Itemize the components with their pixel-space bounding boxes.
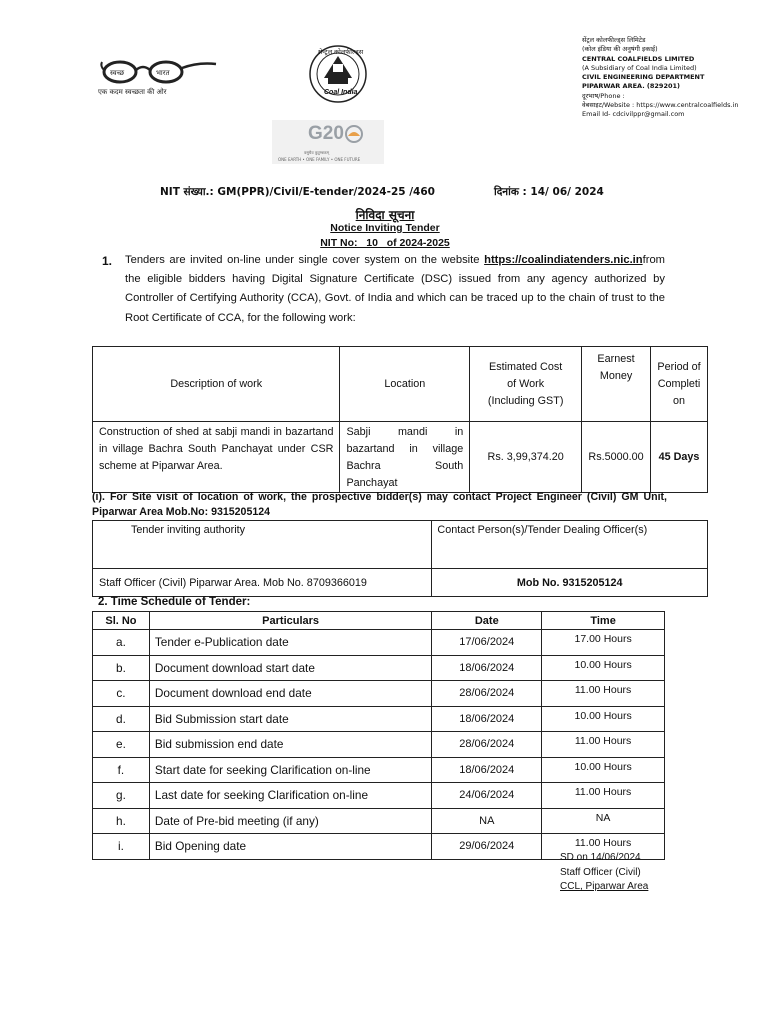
schedule-time: NA bbox=[542, 808, 665, 834]
ccl-seal-logo bbox=[306, 44, 370, 104]
schedule-particular: Bid Submission start date bbox=[149, 706, 431, 732]
work-table-header bbox=[93, 347, 708, 422]
site-visit-note: (i). For Site visit of location of work, the prospective bidder(s) may contact Project Engineer (Civil) GM Unit, Piparwar Area Mob.No: 9315205124 bbox=[92, 491, 667, 518]
schedule-date: NA bbox=[432, 808, 542, 834]
contact-header-row bbox=[93, 521, 708, 569]
schedule-particular: Bid Opening date bbox=[149, 834, 431, 860]
schedule-date: 18/06/2024 bbox=[432, 757, 542, 783]
company-line: सेंट्रल कोलफील्ड्स लिमिटेड bbox=[582, 36, 646, 44]
para-number: 1. bbox=[102, 254, 113, 268]
signature-line3: CCL, Piparwar Area bbox=[560, 881, 649, 892]
swachh-caption: एक कदम स्वच्छता की ओर bbox=[98, 88, 167, 96]
schedule-sl: f. bbox=[93, 757, 150, 783]
schedule-time: 17.00 Hours bbox=[542, 630, 665, 656]
header-period: Period of Completi on bbox=[651, 347, 708, 422]
schedule-row bbox=[93, 757, 665, 783]
schedule-date: 18/06/2024 bbox=[432, 655, 542, 681]
g20-word: G20 bbox=[308, 123, 344, 144]
schedule-time: 10.00 Hours bbox=[542, 655, 665, 681]
work-description: Construction of shed at sabji mandi in bazartand in village Bachra South Panchayat under CSR scheme at Piparwar Area. bbox=[93, 422, 340, 493]
schedule-table bbox=[92, 611, 665, 860]
company-line: दूरभाष/Phone : bbox=[582, 91, 625, 100]
company-line: CENTRAL COALFIELDS LIMITED bbox=[582, 54, 695, 63]
signature-line1: SD on 14/06/2024 bbox=[560, 852, 641, 863]
schedule-row bbox=[93, 630, 665, 656]
seal-top-text: सेन्ट्रल कोलफील्ड्स bbox=[318, 48, 364, 56]
schedule-row bbox=[93, 732, 665, 758]
work-period: 45 Days bbox=[651, 422, 708, 493]
schedule-row bbox=[93, 655, 665, 681]
schedule-particular: Date of Pre-bid meeting (if any) bbox=[149, 808, 431, 834]
schedule-time: 11.00 Hours bbox=[542, 732, 665, 758]
schedule-particular: Document download end date bbox=[149, 681, 431, 707]
schedule-time: 11.00 Hours bbox=[542, 834, 665, 860]
svg-text:स्वच्छ: स्वच्छ bbox=[110, 69, 125, 77]
schedule-header-date: Date bbox=[432, 612, 542, 630]
contact-col1-value: Staff Officer (Civil) Piparwar Area. Mob No. 8709366019 bbox=[93, 569, 432, 597]
tender-website-link[interactable]: https://coalindiatenders.nic.in bbox=[484, 254, 643, 266]
schedule-particular: Start date for seeking Clarification on-line bbox=[149, 757, 431, 783]
schedule-heading: 2. Time Schedule of Tender: bbox=[98, 596, 251, 608]
schedule-date: 29/06/2024 bbox=[432, 834, 542, 860]
spectacles-icon bbox=[98, 58, 223, 88]
schedule-sl: h. bbox=[93, 808, 150, 834]
schedule-date: 17/06/2024 bbox=[432, 630, 542, 656]
work-table-row bbox=[93, 422, 708, 493]
company-line: (A Subsidiary of Coal India Limited) bbox=[582, 63, 697, 72]
schedule-time: 10.00 Hours bbox=[542, 757, 665, 783]
contact-col2-header: Contact Person(s)/Tender Dealing Officer(s) bbox=[432, 521, 708, 569]
header-cost: Estimated Cost of Work (Including GST) bbox=[470, 347, 582, 422]
para-text-after: from the eligible bidders having Digital Signature Certificate (DSC) issued from any agency authorized by Controller of Certifying Authority (CCA), Govt. of India and which can be traced up to the chain of trust to the Root Certificate of CCA, for the following work: bbox=[125, 254, 665, 324]
company-line: CIVIL ENGINEERING DEPARTMENT bbox=[582, 73, 705, 82]
schedule-sl: g. bbox=[93, 783, 150, 809]
schedule-row bbox=[93, 706, 665, 732]
company-line: PIPARWAR AREA. (829201) bbox=[582, 82, 680, 91]
schedule-sl: i. bbox=[93, 834, 150, 860]
schedule-time: 10.00 Hours bbox=[542, 706, 665, 732]
schedule-row bbox=[93, 808, 665, 834]
work-table bbox=[92, 346, 708, 493]
schedule-header-row bbox=[93, 612, 665, 630]
header-earnest: Earnest Money bbox=[582, 347, 651, 422]
nit-number: NIT संख्या.: GM(PPR)/Civil/E-tender/2024-25 /460 bbox=[160, 186, 435, 198]
title-nit-no: NIT No: 10 of 2024-2025 bbox=[320, 237, 450, 249]
g20-logo bbox=[272, 120, 384, 164]
svg-text:भारत: भारत bbox=[156, 69, 170, 77]
seal-bottom-text: Coal India bbox=[324, 89, 358, 96]
schedule-date: 28/06/2024 bbox=[432, 681, 542, 707]
schedule-header-particulars: Particulars bbox=[149, 612, 431, 630]
signature-block bbox=[560, 851, 648, 895]
schedule-time: 11.00 Hours bbox=[542, 783, 665, 809]
schedule-sl: b. bbox=[93, 655, 150, 681]
company-line: (कोल इंडिया की अनुषंगी इकाई) bbox=[582, 45, 658, 54]
work-location: Sabji mandi in bazartand in village Bachra South Panchayat bbox=[340, 422, 470, 493]
title-english: Notice Inviting Tender bbox=[330, 222, 440, 234]
schedule-sl: a. bbox=[93, 630, 150, 656]
schedule-row bbox=[93, 681, 665, 707]
para-text-before: Tenders are invited on-line under single cover system on the website bbox=[125, 254, 485, 266]
contact-col2-value: Mob No. 9315205124 bbox=[432, 569, 708, 597]
work-cost: Rs. 3,99,374.20 bbox=[470, 422, 582, 493]
schedule-date: 18/06/2024 bbox=[432, 706, 542, 732]
contact-col1-header: Tender inviting authority bbox=[93, 521, 432, 569]
lotus-globe-icon bbox=[344, 124, 364, 144]
g20-tagline: ONE EARTH • ONE FAMILY • ONE FUTURE bbox=[278, 157, 361, 162]
title-hindi: निविदा सूचना bbox=[355, 208, 415, 222]
signature-line2: Staff Officer (Civil) bbox=[560, 866, 641, 878]
schedule-sl: e. bbox=[93, 732, 150, 758]
contact-table bbox=[92, 520, 708, 597]
header-description: Description of work bbox=[93, 347, 340, 422]
company-line: Email Id- cdcivilppr@gmail.com bbox=[582, 110, 685, 119]
para-intro bbox=[125, 251, 665, 328]
schedule-header-sl: Sl. No bbox=[93, 612, 150, 630]
schedule-particular: Document download start date bbox=[149, 655, 431, 681]
schedule-date: 24/06/2024 bbox=[432, 783, 542, 809]
schedule-particular: Bid submission end date bbox=[149, 732, 431, 758]
schedule-sl: c. bbox=[93, 681, 150, 707]
header-location: Location bbox=[340, 347, 470, 422]
g20-hindi: वसुधैव कुटुम्बकम् bbox=[304, 150, 330, 155]
schedule-particular: Tender e-Publication date bbox=[149, 630, 431, 656]
schedule-row bbox=[93, 783, 665, 809]
schedule-sl: d. bbox=[93, 706, 150, 732]
company-line: वेबसाइट/Website : https://www.centralcoalfields.in bbox=[582, 101, 739, 110]
swachh-bharat-logo bbox=[98, 58, 223, 100]
nit-date: दिनांक : 14/ 06/ 2024 bbox=[494, 186, 604, 198]
schedule-particular: Last date for seeking Clarification on-line bbox=[149, 783, 431, 809]
schedule-time: 11.00 Hours bbox=[542, 681, 665, 707]
company-address-block bbox=[582, 36, 738, 120]
work-earnest: Rs.5000.00 bbox=[582, 422, 651, 493]
schedule-header-time: Time bbox=[542, 612, 665, 630]
contact-value-row bbox=[93, 569, 708, 597]
schedule-date: 28/06/2024 bbox=[432, 732, 542, 758]
